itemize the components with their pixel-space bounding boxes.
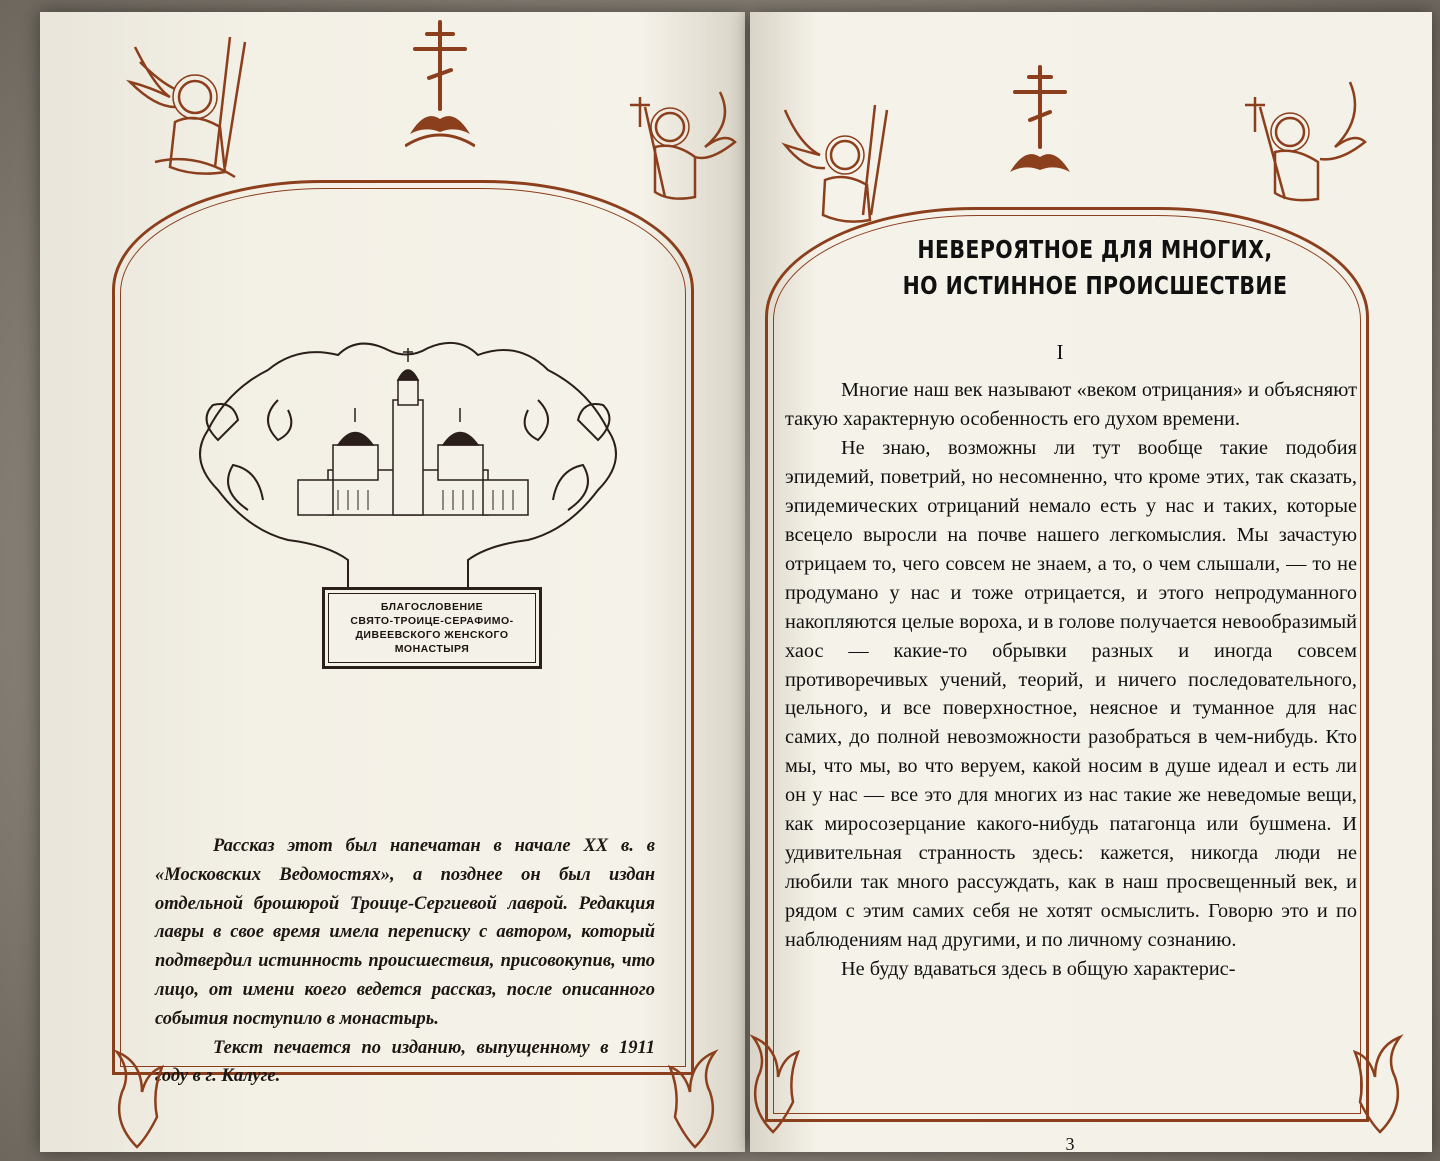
blessing-label-box	[322, 587, 542, 669]
angel-icon	[115, 27, 275, 187]
acanthus-ornament-icon	[660, 1042, 730, 1152]
left-page	[40, 12, 745, 1152]
acanthus-ornament-icon	[102, 1042, 172, 1152]
text-paragraph: Не буду вдаваться здесь в общую характерис-	[841, 958, 1236, 981]
orthodox-cross-icon	[1005, 62, 1075, 182]
text-paragraph: Многие наш век называют «веком отрицания» и объясняют такую характерную особенность его духом времени.	[785, 379, 1357, 430]
note-paragraph: Рассказ этот был напечатан в начале XX в. в «Московских Ведомостях», а позднее он был издан отдельной брошюрой Троице-Сергиевой лаврой. Редакция лавры в свое время имела переписку с автором, который подтвердил истинность происшествия, присовокупив, что лицо, от имени коего ведется рассказ, после описанного события поступило в монастырь.	[155, 836, 655, 1029]
story-title: НЕВЕРОЯТНОЕ ДЛЯ МНОГИХ, НО ИСТИННОЕ ПРОИСШЕСТВИЕ	[902, 235, 1288, 300]
orthodox-cross-icon	[405, 14, 475, 149]
chapter-number: I	[1056, 340, 1064, 364]
blessing-label: БЛАГОСЛОВЕНИЕ СВЯТО-ТРОИЦЕ-СЕРАФИМО- ДИВЕЕВСКОГО ЖЕНСКОГО МОНАСТЫРЯ	[350, 601, 514, 655]
acanthus-ornament-icon	[1345, 1027, 1415, 1137]
right-page	[750, 12, 1432, 1152]
publication-note	[155, 832, 655, 1091]
angel-icon	[625, 87, 745, 207]
story-text	[785, 376, 1357, 984]
monastery-emblem-icon	[188, 330, 628, 630]
note-paragraph: Текст печается по изданию, выпущенному в 1911 году в г. Калуге.	[155, 1037, 655, 1087]
angel-icon	[1240, 77, 1370, 207]
acanthus-ornament-icon	[738, 1027, 808, 1137]
text-paragraph: Не знаю, возможны ли тут вообще такие подобия эпидемий, поветрий, но несомненно, что кроме этих, так сказать, эпидемических отрицаний немало есть у нас и таких, которые всецело выросли на почве нашего легкомыслия. Мы зачастую отрицаем то, чего совсем не знаем, а то, о чем слышали, — то не продумано у нас и тоже отрицается, и этого непродуманного накопляются целые вороха, и в голове получается невообразимый хаос — какие-то обрывки разных и иногда совсем противоречивых учений, теорий, и ничего последовательного, цельного, и все поверхностное, неясное и туманное для нас самих, до полной невозможности разобраться в чем-нибудь. Кто мы, что мы, во что веруем, какой носим в душе идеал и есть ли он у нас — все это для многих из нас такие же неведомые вещи, как миросозерцание какого-нибудь патагонца или бушмена. И удивительная странность здесь: кажется, никогда люди не любили так много рассуждать, как в наш просвещенный век, и рядом с этим самих себя не хотят осмыслить. Говорю это и по наблюдениям над другими, и по личному сознанию.	[785, 436, 1357, 952]
angel-icon	[775, 100, 895, 230]
page-number: 3	[1065, 1134, 1075, 1154]
